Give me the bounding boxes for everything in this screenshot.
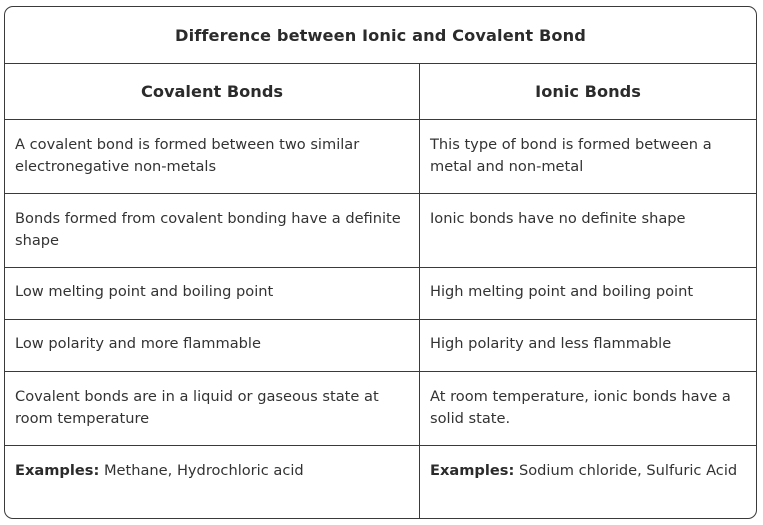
covalent-examples-text: Methane, Hydrochloric acid [99, 462, 304, 479]
table-title-row [5, 7, 756, 64]
ionic-cell: Ionic bonds have no definite shape [430, 210, 686, 227]
covalent-examples-cell [5, 446, 420, 519]
table-row [5, 120, 756, 194]
comparison-table [4, 6, 757, 519]
covalent-cell: Covalent bonds are in a liquid or gaseous state at room temperature [5, 372, 420, 445]
ionic-cell: High melting point and boiling point [430, 283, 694, 300]
covalent-cell: Bonds formed from covalent bonding have a definite shape [5, 194, 420, 267]
ionic-examples-text: Sodium chloride, Sulfuric Acid [514, 462, 738, 479]
table-row [5, 372, 756, 446]
covalent-cell: Low polarity and more flammable [5, 320, 420, 371]
table-row [5, 194, 756, 268]
covalent-cell: A covalent bond is formed between two similar electronegative non-metals [5, 120, 420, 193]
ionic-cell: This type of bond is formed between a metal and non-metal [430, 136, 712, 175]
covalent-cell: Low melting point and boiling point [5, 268, 420, 319]
table-title: Difference between Ionic and Covalent Bond [175, 25, 586, 45]
ionic-cell: At room temperature, ionic bonds have a solid state. [430, 388, 731, 427]
header-ionic-bonds: Ionic Bonds [535, 81, 641, 101]
ionic-cell: High polarity and less flammable [430, 335, 672, 352]
header-covalent-bonds: Covalent Bonds [5, 64, 420, 119]
table-row [5, 320, 756, 372]
examples-label: Examples: [430, 462, 515, 479]
examples-row [5, 446, 756, 519]
table-header-row [5, 64, 756, 120]
table-row [5, 268, 756, 320]
ionic-examples-cell [420, 446, 756, 519]
examples-label: Examples: [15, 462, 100, 479]
